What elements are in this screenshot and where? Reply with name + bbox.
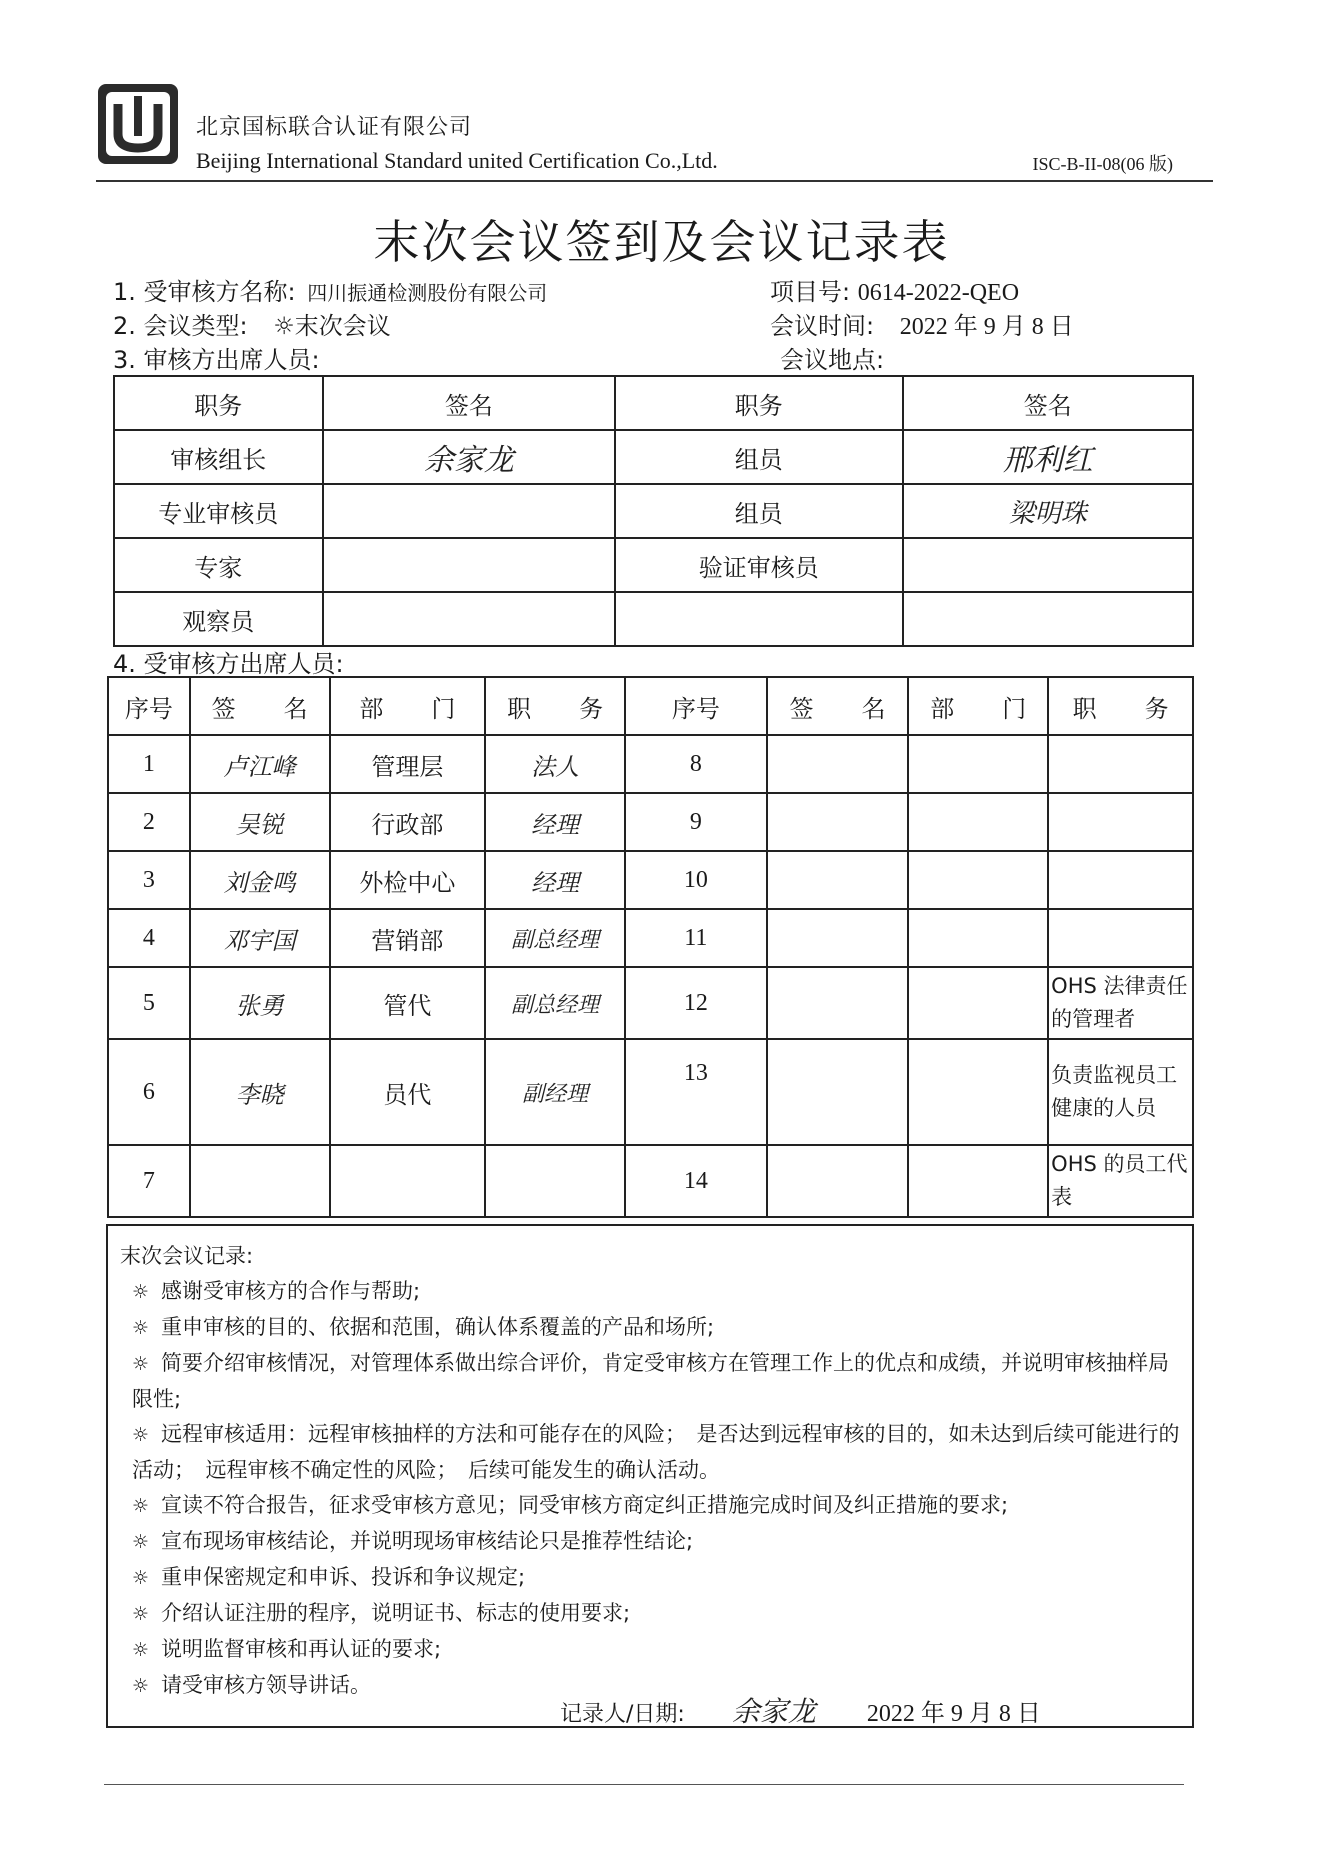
signature-cell bbox=[323, 538, 615, 592]
position-cell bbox=[1048, 735, 1193, 793]
row-number: 8 bbox=[625, 735, 767, 793]
company-name-en: Beijing International Standard united Certification Co.,Ltd. bbox=[196, 148, 718, 173]
department-cell: 管理层 bbox=[330, 735, 486, 793]
sun-bullet-icon: ☼ bbox=[132, 1567, 150, 1589]
row-number: 1 bbox=[108, 735, 190, 793]
table-row bbox=[114, 538, 1193, 592]
row-number: 13 bbox=[625, 1039, 767, 1145]
signature-cell bbox=[767, 909, 909, 967]
meeting-record-box bbox=[106, 1224, 1194, 1728]
header-divider bbox=[96, 180, 1213, 182]
position-cell: 副经理 bbox=[485, 1039, 625, 1145]
auditee-attendees-label: 4. 受审核方出席人员: bbox=[113, 650, 344, 678]
signature-cell bbox=[767, 793, 909, 851]
table-row bbox=[108, 1039, 1193, 1145]
sun-bullet-icon: ☼ bbox=[132, 1281, 150, 1303]
role-cell: 审核组长 bbox=[114, 430, 323, 484]
header-cell: 部 门 bbox=[908, 677, 1048, 735]
row-number: 14 bbox=[625, 1145, 767, 1217]
department-cell bbox=[908, 909, 1048, 967]
company-logo bbox=[96, 82, 180, 166]
auditee-attendees-table bbox=[107, 676, 1194, 1218]
list-item: ☼ 说明监督审核和再认证的要求; bbox=[132, 1637, 442, 1661]
signature-cell bbox=[323, 592, 615, 646]
page-title: 末次会议签到及会议记录表 bbox=[373, 215, 950, 269]
auditee-name-label: 1. 受审核方名称: bbox=[113, 278, 296, 306]
list-item: ☼ 请受审核方领导讲话。 bbox=[132, 1673, 372, 1697]
header-cell: 签名 bbox=[903, 376, 1193, 430]
table-row bbox=[114, 484, 1193, 538]
signature-cell bbox=[767, 967, 909, 1039]
meeting-time-line bbox=[770, 306, 1074, 341]
department-cell: 员代 bbox=[330, 1039, 486, 1145]
sun-bullet-icon: ☼ bbox=[132, 1495, 150, 1517]
position-cell: OHS 法律责任的管理者 bbox=[1048, 967, 1193, 1039]
signature-cell: 李晓 bbox=[190, 1039, 330, 1145]
meeting-location-label: 会议地点: bbox=[780, 346, 885, 374]
header-cell: 签 名 bbox=[190, 677, 330, 735]
signature-cell bbox=[767, 735, 909, 793]
auditors-label: 3. 审核方出席人员: bbox=[113, 346, 320, 374]
row-number: 6 bbox=[108, 1039, 190, 1145]
signature-cell: 吴锐 bbox=[190, 793, 330, 851]
row-number: 10 bbox=[625, 851, 767, 909]
table-row bbox=[108, 735, 1193, 793]
role-cell bbox=[615, 592, 902, 646]
row-number: 3 bbox=[108, 851, 190, 909]
signature-cell bbox=[767, 1039, 909, 1145]
position-cell bbox=[485, 1145, 625, 1217]
table-row bbox=[108, 793, 1193, 851]
footer-divider bbox=[104, 1784, 1184, 1785]
sun-bullet-icon: ☼ bbox=[132, 1603, 150, 1625]
department-cell bbox=[330, 1145, 486, 1217]
role-cell: 验证审核员 bbox=[615, 538, 902, 592]
table-header-row bbox=[108, 677, 1193, 735]
meeting-type-line bbox=[113, 306, 391, 341]
recorder-date: 2022 年 9 月 8 日 bbox=[866, 1701, 1041, 1727]
list-item: ☼ 宣读不符合报告，征求受审核方意见；同受审核方商定纠正措施完成时间及纠正措施的要求; bbox=[132, 1493, 1009, 1517]
recorder-signature: 余家龙 bbox=[731, 1695, 816, 1728]
signature-cell: 邓宇国 bbox=[190, 909, 330, 967]
signature-cell: 余家龙 bbox=[323, 430, 615, 484]
record-heading: 末次会议记录: bbox=[120, 1244, 254, 1268]
meeting-type-value: ☼末次会议 bbox=[273, 312, 391, 340]
row-number: 9 bbox=[625, 793, 767, 851]
list-item: ☼ 远程审核适用：远程审核抽样的方法和可能存在的风险； 是否达到远程审核的目的，如未达到后续可能进行的活动； 远程审核不确定性的风险； 后续可能发生的确认活动。 bbox=[132, 1422, 1180, 1482]
header-cell: 部 门 bbox=[330, 677, 486, 735]
row-number: 11 bbox=[625, 909, 767, 967]
department-cell bbox=[908, 967, 1048, 1039]
header-cell: 序号 bbox=[625, 677, 767, 735]
position-cell: 副总经理 bbox=[485, 909, 625, 967]
position-cell: 经理 bbox=[485, 793, 625, 851]
row-number: 12 bbox=[625, 967, 767, 1039]
position-cell: 法人 bbox=[485, 735, 625, 793]
department-cell bbox=[908, 1039, 1048, 1145]
table-row bbox=[108, 967, 1193, 1039]
list-item: ☼ 重申保密规定和申诉、投诉和争议规定; bbox=[132, 1565, 526, 1589]
table-header-row bbox=[114, 376, 1193, 430]
company-name-cn: 北京国标联合认证有限公司 bbox=[196, 115, 473, 140]
meeting-time-label: 会议时间: bbox=[770, 312, 875, 340]
sun-bullet-icon: ☼ bbox=[132, 1317, 150, 1339]
row-number: 7 bbox=[108, 1145, 190, 1217]
header-cell: 序号 bbox=[108, 677, 190, 735]
signature-cell bbox=[767, 851, 909, 909]
department-cell bbox=[908, 851, 1048, 909]
auditee-name-line bbox=[113, 272, 547, 307]
project-line bbox=[770, 272, 1019, 307]
project-label: 项目号: bbox=[770, 278, 851, 306]
signature-cell: 张勇 bbox=[190, 967, 330, 1039]
recorder-label: 记录人/日期: bbox=[560, 1702, 685, 1727]
header-cell: 职务 bbox=[114, 376, 323, 430]
list-item: ☼ 重申审核的目的、依据和范围，确认体系覆盖的产品和场所; bbox=[132, 1315, 715, 1339]
audit-team-table bbox=[113, 375, 1194, 647]
header-cell: 签 名 bbox=[767, 677, 909, 735]
signature-cell bbox=[767, 1145, 909, 1217]
meeting-type-label: 2. 会议类型: bbox=[113, 312, 248, 340]
position-cell bbox=[1048, 909, 1193, 967]
header-cell: 职 务 bbox=[485, 677, 625, 735]
table-row bbox=[114, 430, 1193, 484]
department-cell: 营销部 bbox=[330, 909, 486, 967]
sun-bullet-icon: ☼ bbox=[132, 1639, 150, 1661]
position-cell bbox=[1048, 793, 1193, 851]
sun-bullet-icon: ☼ bbox=[132, 1424, 150, 1446]
record-list bbox=[132, 1274, 1184, 1704]
table-row bbox=[108, 851, 1193, 909]
form-number: ISC-B-II-08(06 版) bbox=[1032, 154, 1173, 174]
table-row bbox=[114, 592, 1193, 646]
department-cell bbox=[908, 793, 1048, 851]
sun-bullet-icon: ☼ bbox=[132, 1531, 150, 1553]
position-cell: 副总经理 bbox=[485, 967, 625, 1039]
sun-bullet-icon: ☼ bbox=[132, 1675, 150, 1697]
list-item: ☼ 感谢受审核方的合作与帮助; bbox=[132, 1279, 421, 1303]
signature-cell: 梁明珠 bbox=[903, 484, 1193, 538]
auditee-name-value: 四川振通检测股份有限公司 bbox=[307, 281, 548, 305]
list-item: ☼ 简要介绍审核情况，对管理体系做出综合评价，肯定受审核方在管理工作上的优点和成绩，并说明审核抽样局限性; bbox=[132, 1351, 1170, 1411]
table-row bbox=[108, 909, 1193, 967]
header-cell: 签名 bbox=[323, 376, 615, 430]
signature-cell bbox=[903, 538, 1193, 592]
header-cell: 职务 bbox=[615, 376, 902, 430]
signature-cell: 邢利红 bbox=[903, 430, 1193, 484]
row-number: 2 bbox=[108, 793, 190, 851]
row-number: 4 bbox=[108, 909, 190, 967]
position-cell: 负责监视员工健康的人员 bbox=[1048, 1039, 1193, 1145]
signature-cell: 卢江峰 bbox=[190, 735, 330, 793]
position-cell bbox=[1048, 851, 1193, 909]
department-cell: 外检中心 bbox=[330, 851, 486, 909]
signature-cell: 刘金鸣 bbox=[190, 851, 330, 909]
project-value: 0614-2022-QEO bbox=[857, 280, 1020, 306]
position-cell: OHS 的员工代表 bbox=[1048, 1145, 1193, 1217]
role-cell: 专业审核员 bbox=[114, 484, 323, 538]
signature-cell bbox=[190, 1145, 330, 1217]
list-item: ☼ 宣布现场审核结论，并说明现场审核结论只是推荐性结论; bbox=[132, 1529, 694, 1553]
table-row bbox=[108, 1145, 1193, 1217]
position-cell: 经理 bbox=[485, 851, 625, 909]
header-cell: 职 务 bbox=[1048, 677, 1193, 735]
department-cell bbox=[908, 1145, 1048, 1217]
role-cell: 观察员 bbox=[114, 592, 323, 646]
department-cell: 行政部 bbox=[330, 793, 486, 851]
row-number: 5 bbox=[108, 967, 190, 1039]
role-cell: 专家 bbox=[114, 538, 323, 592]
role-cell: 组员 bbox=[615, 430, 902, 484]
signature-cell bbox=[903, 592, 1193, 646]
department-cell bbox=[908, 735, 1048, 793]
role-cell: 组员 bbox=[615, 484, 902, 538]
meeting-time-value: 2022 年 9 月 8 日 bbox=[899, 314, 1074, 340]
signature-cell bbox=[323, 484, 615, 538]
sun-bullet-icon: ☼ bbox=[132, 1353, 150, 1375]
list-item: ☼ 介绍认证注册的程序，说明证书、标志的使用要求; bbox=[132, 1601, 631, 1625]
recorder-line bbox=[560, 1690, 1041, 1730]
department-cell: 管代 bbox=[330, 967, 486, 1039]
